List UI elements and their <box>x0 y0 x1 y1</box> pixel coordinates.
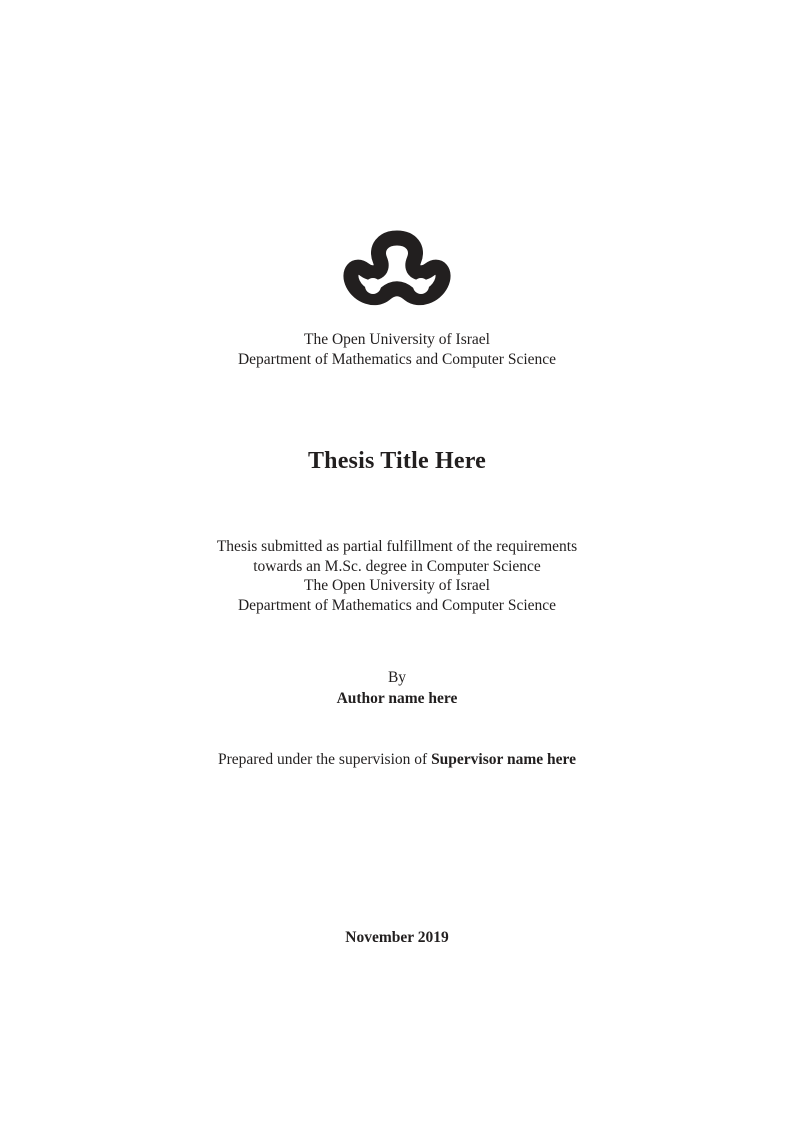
author-block <box>0 667 794 709</box>
submission-line-1: Thesis submitted as partial fulfillment of the requirements <box>216 538 578 555</box>
page-title: Thesis Title Here <box>307 448 487 474</box>
supervision-prefix: Prepared under the supervision of <box>217 751 432 768</box>
submission-line-2: towards an M.Sc. degree in Computer Science <box>253 557 541 575</box>
supervision-line <box>0 751 794 769</box>
open-university-trefoil-logo-icon <box>343 224 451 320</box>
supervisor-name: Supervisor name here <box>431 751 577 768</box>
submission-statement <box>0 537 794 615</box>
institution-block <box>0 330 794 370</box>
by-label: By <box>387 669 407 686</box>
submission-line-3: The Open University of Israel <box>304 577 490 594</box>
submission-line-4: Department of Mathematics and Computer Science <box>237 596 557 614</box>
institution-line-2: Department of Mathematics and Computer Science <box>237 351 557 368</box>
institution-line-1: The Open University of Israel <box>304 331 490 348</box>
author-name: Author name here <box>336 690 458 707</box>
logo-container <box>0 222 794 322</box>
date-line: November 2019 <box>345 929 449 946</box>
